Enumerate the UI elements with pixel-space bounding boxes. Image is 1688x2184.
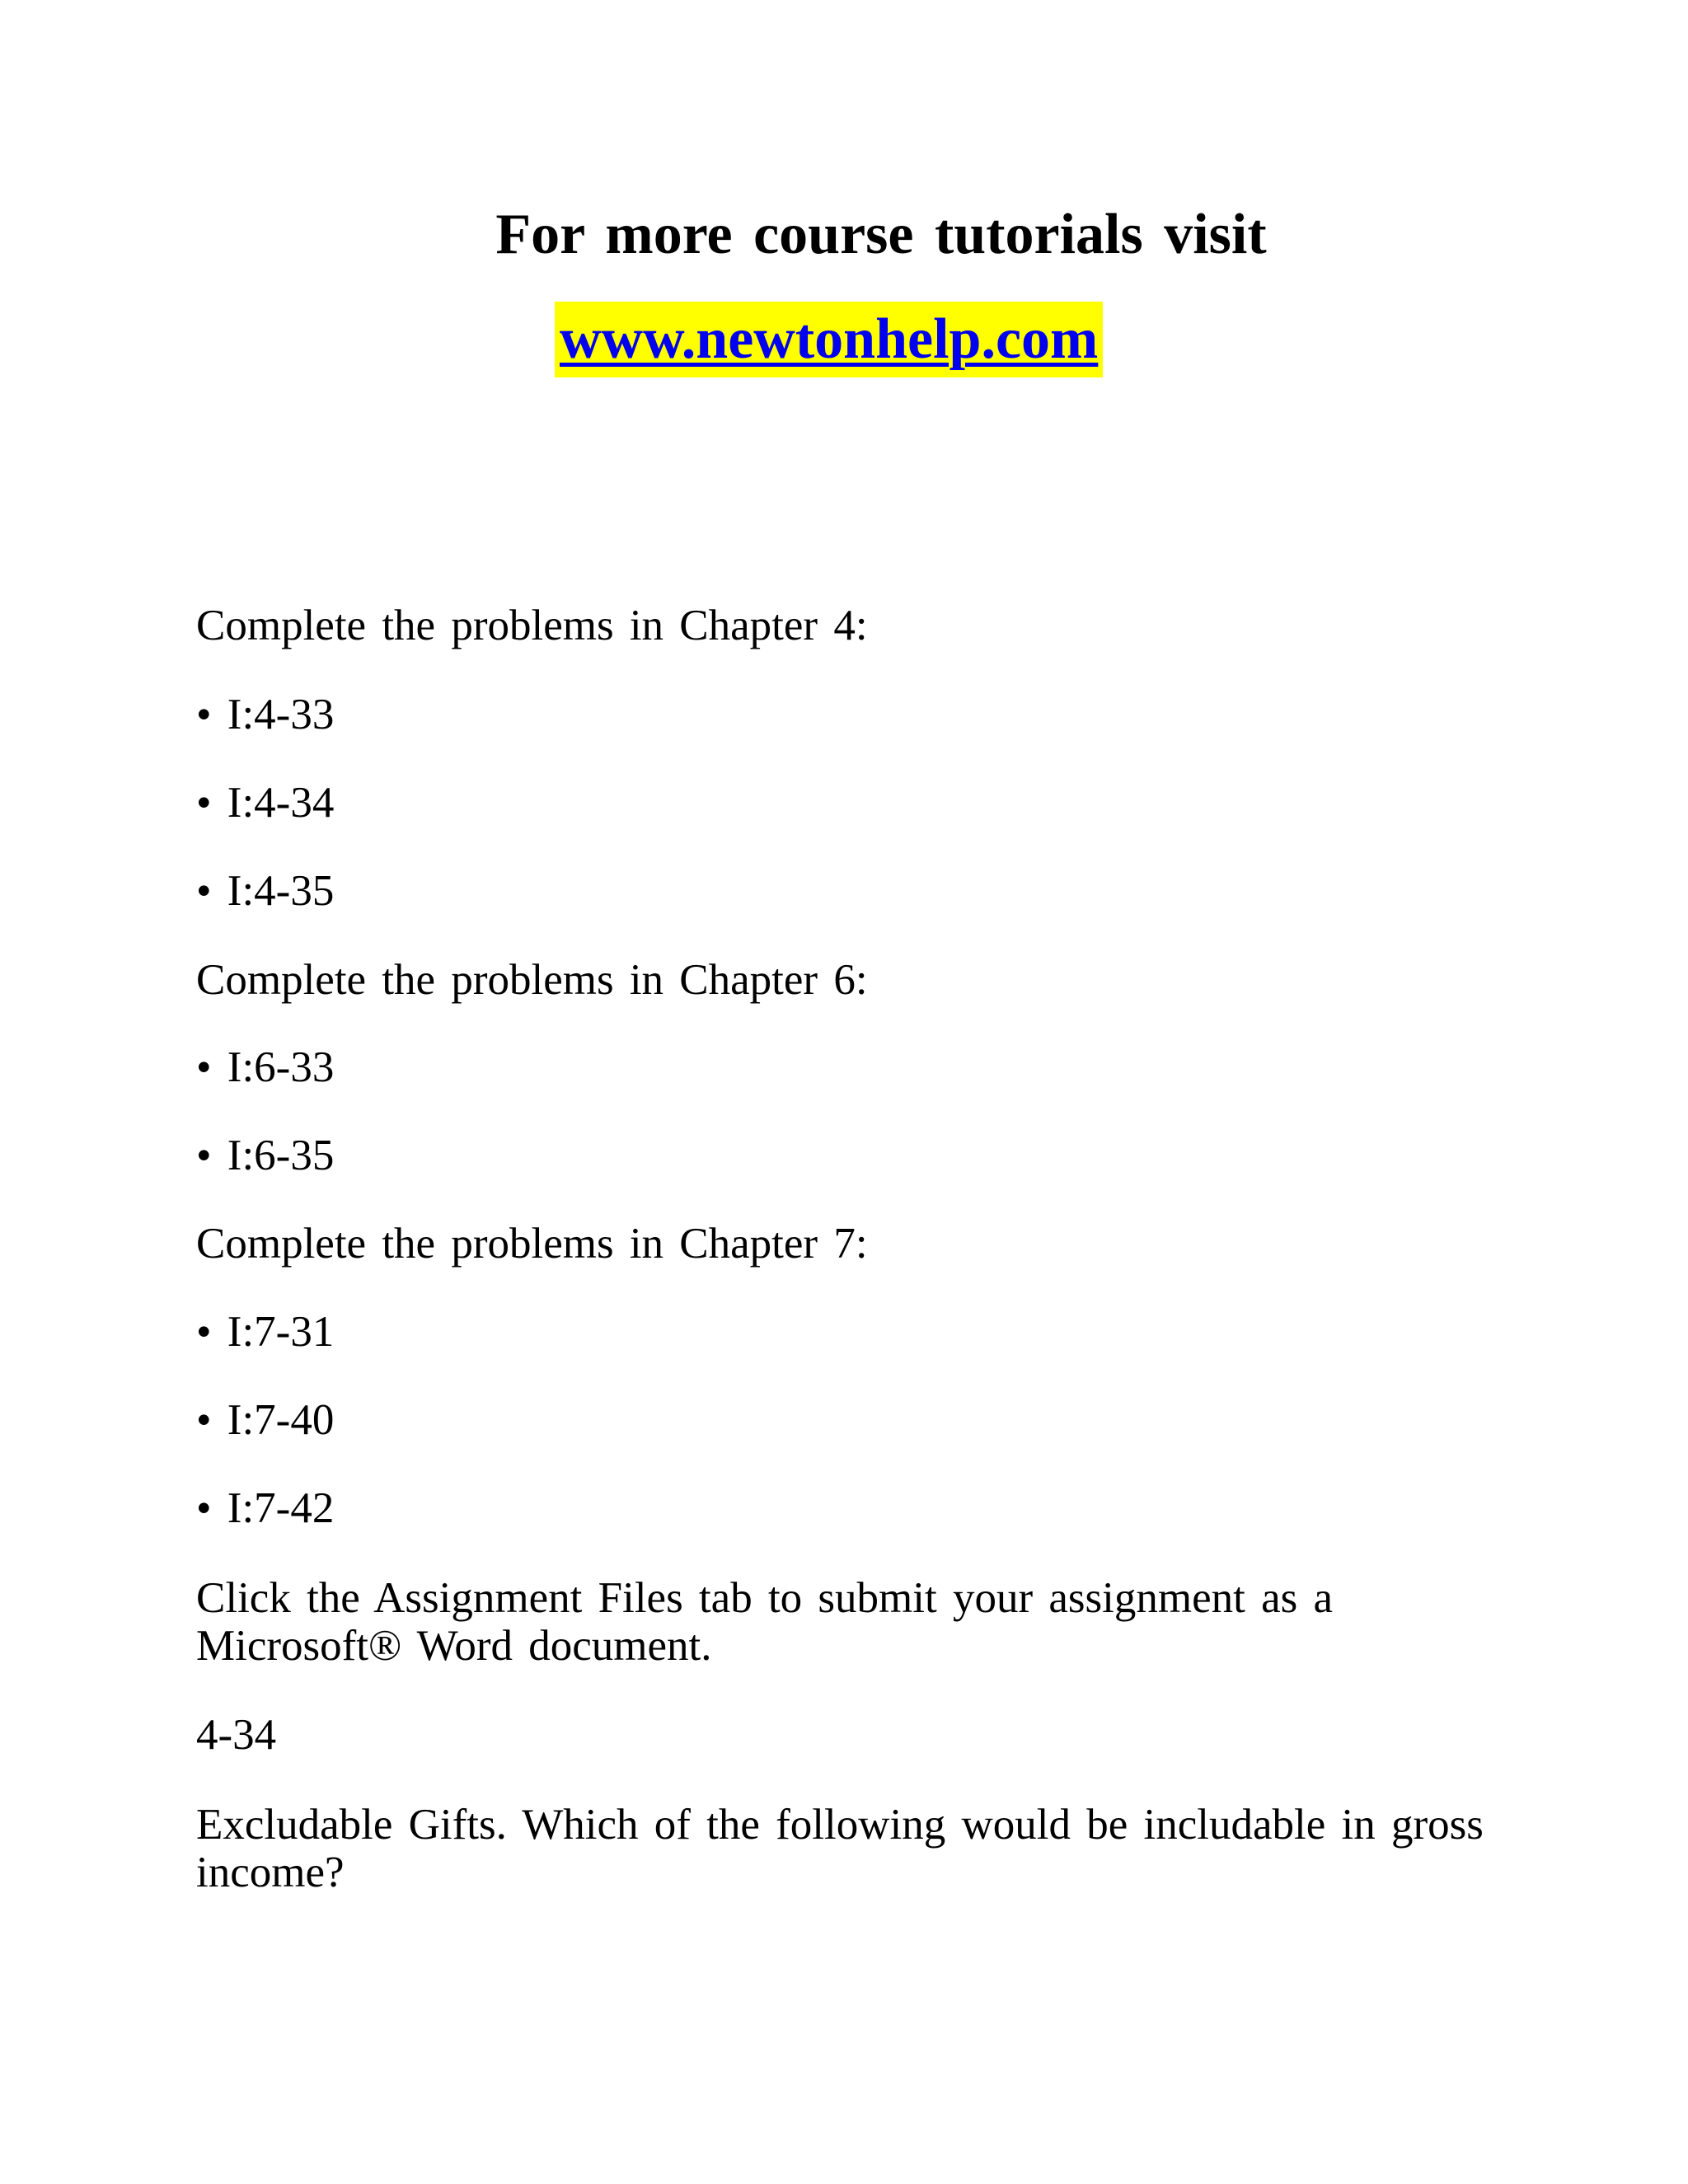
link-highlight — [555, 302, 1103, 377]
chapter-7-item: • I:7-40 — [196, 1396, 335, 1444]
chapter-7-item: • I:7-31 — [196, 1308, 335, 1356]
chapter-7-item: • I:7-42 — [196, 1484, 335, 1532]
chapter-4-item: • I:4-33 — [196, 691, 335, 738]
problem-text-line: income? — [196, 1849, 345, 1896]
chapter-4-item: • I:4-35 — [196, 867, 335, 915]
instructions-line: Microsoft® Word document. — [196, 1622, 712, 1670]
instructions-line: Click the Assignment Files tab to submit your assignment as a — [196, 1574, 1334, 1622]
page-title: For more course tutorials visit — [495, 203, 1267, 266]
chapter-6-item: • I:6-35 — [196, 1132, 335, 1179]
problem-text-line: Excludable Gifts. Which of the following would be includable in gross — [196, 1801, 1484, 1849]
website-link[interactable]: www.newtonhelp.com — [560, 307, 1099, 371]
problem-number: 4-34 — [196, 1711, 277, 1759]
chapter-7-heading: Complete the problems in Chapter 7: — [196, 1220, 868, 1268]
chapter-6-heading: Complete the problems in Chapter 6: — [196, 956, 868, 1004]
chapter-6-item: • I:6-33 — [196, 1043, 335, 1091]
chapter-4-item: • I:4-34 — [196, 779, 335, 827]
chapter-4-heading: Complete the problems in Chapter 4: — [196, 602, 868, 649]
